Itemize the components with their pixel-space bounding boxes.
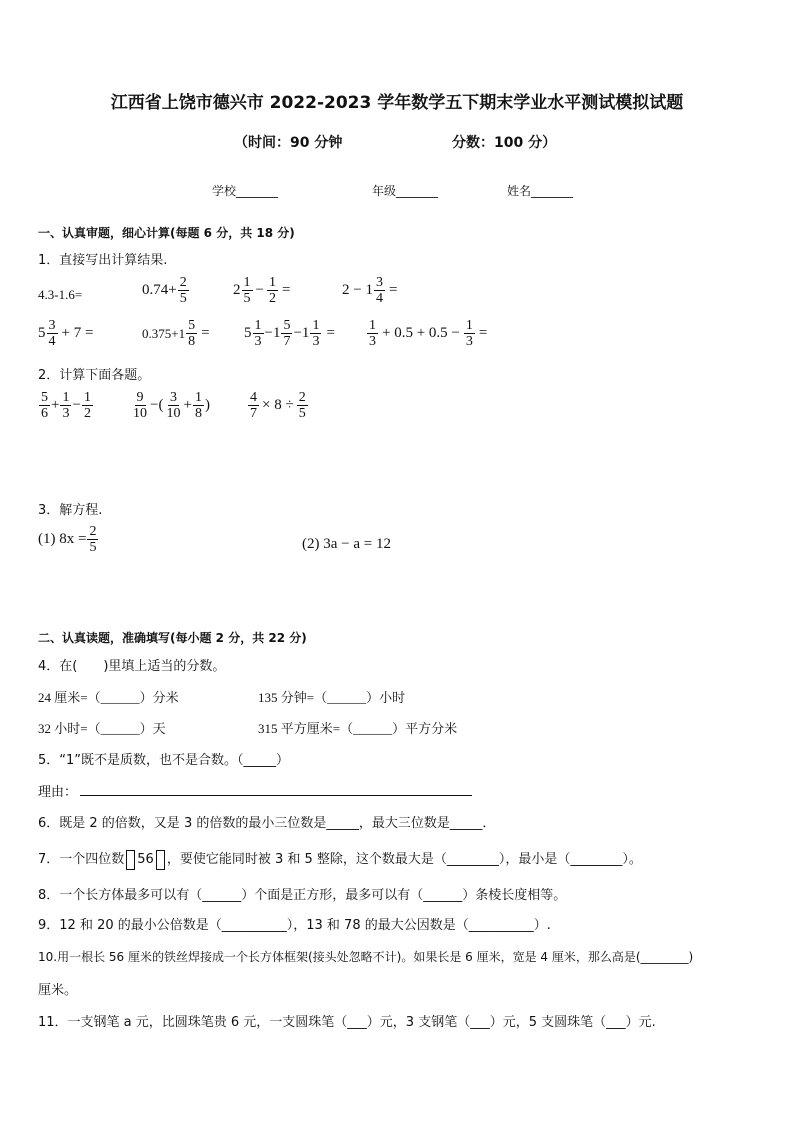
fraction: $\frac{5}{8}$ [188,318,196,349]
question-9: 9．12 和 20 的最小公倍数是（__________），13 和 78 的最大公因数是（__________）. [38,918,551,933]
digit-box [156,850,165,870]
calc-1a: 4.3-1.6= [38,287,83,302]
fraction: $\frac{4}{7}$ [250,390,257,421]
question-2-prompt: 2．计算下面各题。 [38,368,151,383]
fraction: $\frac{1}{8}$ [194,390,202,421]
question-4c: 32 小时=（______）天 [38,721,166,736]
question-4b: 135 分钟=（______）小时 [258,690,406,705]
fraction: $\frac{3}{4}$ [48,318,56,349]
question-4: 4．在( )里填上适当的分数。 [38,659,226,674]
calc-2b: $\frac{9}{10}$ −( $\frac{3}{10}$ + $\frac{1}{8}$ ) [133,390,210,421]
name-field: 姓名_______ [507,184,574,198]
question-10-unit: 厘米。 [38,983,78,998]
calc-1b: 0.74+ $\frac{2}{5}$ [142,275,187,306]
calc-2a: $\frac{5}{6}$ + $\frac{1}{3}$ − $\frac{1}{2}$ [41,390,91,421]
calc-1g: 5 $\frac{1}{3}$ −1 $\frac{5}{7}$ −1 $\frac{1}{3}$ = [244,318,335,349]
fraction: $\frac{2}{5}$ [298,390,306,421]
fraction: $\frac{1}{5}$ [243,275,251,306]
grade-field: 年级_______ [372,184,439,198]
fraction: $\frac{1}{2}$ [83,390,91,421]
fraction: $\frac{1}{3}$ [312,318,320,349]
question-1-prompt: 1．直接写出计算结果. [38,253,168,268]
fraction: $\frac{9}{10}$ [133,390,147,421]
exam-time: （时间：90 分钟 [234,135,343,151]
fraction: $\frac{2}{5}$ [89,524,97,555]
calc-1c: 2 $\frac{1}{5}$ − $\frac{1}{2}$ = [233,275,291,306]
section-2-heading: 二、认真读题，准确填写(每小题 2 分，共 22 分) [38,631,307,645]
question-4d: 315 平方厘米=（______）平方分米 [258,721,458,736]
page-title: 江西省上饶市德兴市 2022-2023 学年数学五下期末学业水平测试模拟试题 [110,93,684,113]
fraction: $\frac{1}{3}$ [369,318,376,349]
calc-1h: $\frac{1}{3}$ + 0.5 + 0.5 − $\frac{1}{3}$ = [369,318,488,349]
fraction: $\frac{1}{2}$ [268,275,276,306]
reason-answer-line [80,795,472,796]
question-5-reason-label: 理由： [38,785,78,800]
fraction: $\frac{1}{3}$ [254,318,262,349]
question-3-prompt: 3．解方程. [38,503,103,518]
calc-1e: 5 $\frac{3}{4}$ + 7 = [38,318,94,349]
fraction: $\frac{3}{10}$ [166,390,181,421]
calc-1d: 2 − 1 $\frac{3}{4}$ = [342,275,398,306]
question-5: 5．“1”既不是质数，也不是合数。（_____） [38,753,290,768]
question-10: 10.用一根长 56 厘米的铁丝焊接成一个长方体框架(接头处忽略不计)。如果长是 6 厘米，宽是 4 厘米，那么高是(________) [38,950,694,964]
fraction: $\frac{2}{5}$ [179,275,187,306]
exam-score: 分数：100 分） [452,135,557,151]
digit-box [126,850,135,870]
question-6: 6．既是 2 的倍数，又是 3 的倍数的最小三位数是_____，最大三位数是_____． [38,816,496,831]
calc-2c: $\frac{4}{7}$ × 8 ÷ $\frac{2}{5}$ [250,390,306,421]
equation-2: (2) 3a − a = 12 [302,536,391,552]
fraction: $\frac{5}{7}$ [283,318,291,349]
school-field: 学校_______ [212,184,279,198]
fraction: $\frac{1}{3}$ [465,318,473,349]
question-7: 7．一个四位数 56 ，要使它能同时被 3 和 5 整除，这个数最大是（________），最小是（________）。 [38,848,642,870]
section-1-heading: 一、认真审题，细心计算(每题 6 分，共 18 分) [38,226,295,240]
fraction: $\frac{1}{3}$ [62,390,70,421]
fraction: $\frac{3}{4}$ [375,275,383,306]
question-11: 11．一支钢笔 a 元，比圆珠笔贵 6 元，一支圆珠笔（___）元，3 支钢笔（___）元，5 支圆珠笔（___）元. [38,1015,656,1030]
question-8: 8．一个长方体最多可以有（______）个面是正方形，最多可以有（______）条棱长度相等。 [38,888,567,903]
calc-1f: 0.375+1 $\frac{5}{8}$ = [142,318,210,349]
equation-1: (1) 8x = $\frac{2}{5}$ [38,524,97,555]
fraction: $\frac{5}{6}$ [41,390,48,421]
question-4a: 24 厘米=（______）分米 [38,690,179,705]
